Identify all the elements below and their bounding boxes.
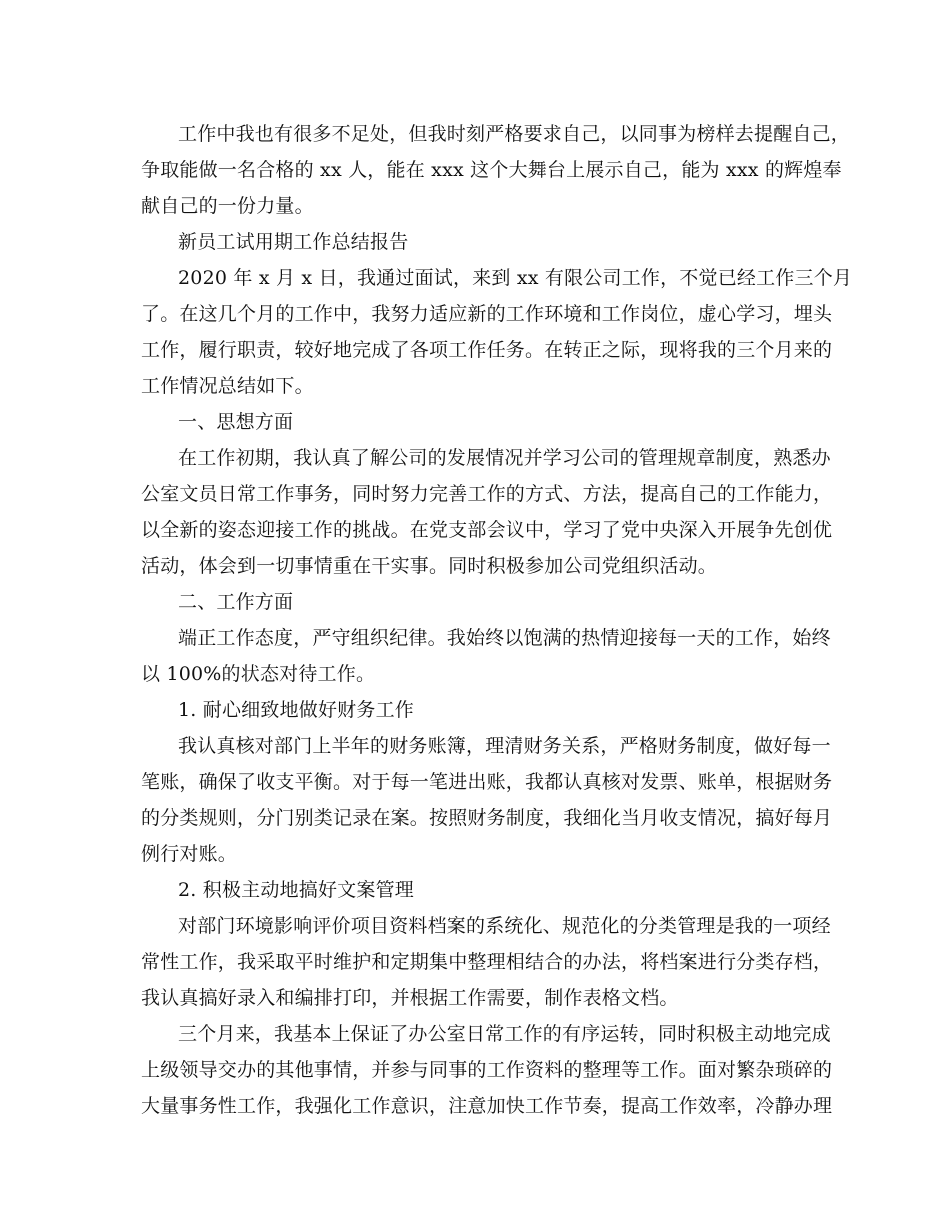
- paragraph-line: 常性工作，我采取平时维护和定期集中整理相结合的办法，将档案进行分类存档，: [141, 951, 833, 973]
- paragraph-line: 2020 年 x 月 x 日，我通过面试，来到 xx 有限公司工作，不觉已经工作三个月: [178, 267, 853, 289]
- paragraph-line: 公室文员日常工作事务，同时努力完善工作的方式、方法，提高自己的工作能力，: [141, 483, 833, 505]
- paragraph-line: 争取能做一名合格的 xx 人，能在 xxx 这个大舞台上展示自己，能为 xxx 的辉煌奉: [141, 159, 842, 181]
- paragraph-line: 笔账，确保了收支平衡。对于每一笔进出账，我都认真核对发票、账单，根据财务: [141, 771, 833, 793]
- paragraph-line: 例行对账。: [141, 843, 238, 865]
- paragraph-line: 以 100%的状态对待工作。: [141, 663, 376, 685]
- paragraph-line: 对部门环境影响评价项目资料档案的系统化、规范化的分类管理是我的一项经: [178, 915, 831, 937]
- paragraph-line: 大量事务性工作，我强化工作意识，注意加快工作节奏，提高工作效率，冷静办理: [141, 1095, 833, 1117]
- paragraph-line: 在工作初期，我认真了解公司的发展情况并学习公司的管理规章制度，熟悉办: [178, 447, 831, 469]
- paragraph-line: 三个月来，我基本上保证了办公室日常工作的有序运转，同时积极主动地完成: [178, 1023, 831, 1045]
- section-heading: 一、思想方面: [178, 411, 294, 433]
- section-heading: 二、工作方面: [178, 591, 294, 613]
- paragraph-line: 上级领导交办的其他事情，并参与同事的工作资料的整理等工作。面对繁杂琐碎的: [141, 1059, 833, 1081]
- paragraph-line: 以全新的姿态迎接工作的挑战。在党支部会议中，学习了党中央深入开展争先创优: [141, 519, 833, 541]
- paragraph-line: 工作情况总结如下。: [141, 375, 314, 397]
- paragraph-line: 工作中我也有很多不足处，但我时刻严格要求自己，以同事为榜样去提醒自己，: [178, 123, 851, 145]
- subsection-heading: 2. 积极主动地搞好文案管理: [178, 879, 414, 901]
- paragraph-line: 了。在这几个月的工作中，我努力适应新的工作环境和工作岗位，虚心学习，埋头: [141, 303, 833, 325]
- paragraph-line: 活动，体会到一切事情重在干实事。同时积极参加公司党组织活动。: [141, 555, 718, 577]
- paragraph-line: 献自己的一份力量。: [141, 195, 314, 217]
- section-title: 新员工试用期工作总结报告: [178, 231, 409, 253]
- paragraph-line: 我认真核对部门上半年的财务账簿，理清财务关系，严格财务制度，做好每一: [178, 735, 831, 757]
- subsection-heading: 1. 耐心细致地做好财务工作: [178, 699, 414, 721]
- paragraph-line: 工作，履行职责，较好地完成了各项工作任务。在转正之际，现将我的三个月来的: [141, 339, 833, 361]
- paragraph-line: 的分类规则，分门别类记录在案。按照财务制度，我细化当月收支情况，搞好每月: [141, 807, 833, 829]
- paragraph-line: 我认真搞好录入和编排打印，并根据工作需要，制作表格文档。: [141, 987, 679, 1009]
- paragraph-line: 端正工作态度，严守组织纪律。我始终以饱满的热情迎接每一天的工作，始终: [178, 627, 831, 649]
